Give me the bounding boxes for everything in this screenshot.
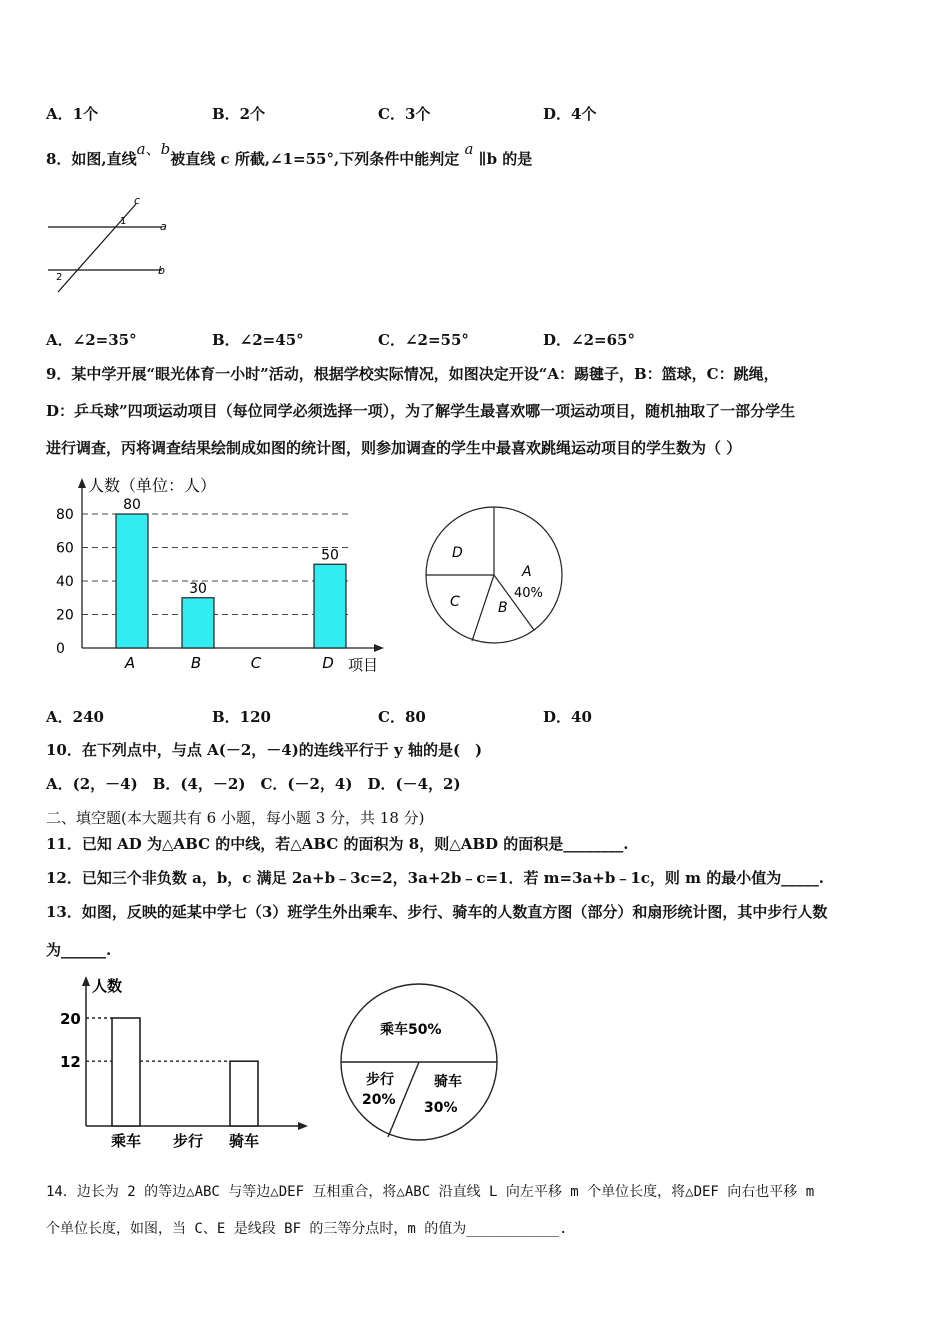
q13-bar-chart — [56, 974, 316, 1154]
section-2-heading: 二、填空题(本大题共有 6 小题，每小题 3 分，共 18 分) — [46, 809, 425, 827]
q9-bar-a — [116, 514, 148, 648]
q9-option-a[interactable]: A．240 — [46, 708, 104, 726]
q7-option-b[interactable]: B．2个 — [212, 105, 266, 123]
q9-pie-chart — [422, 502, 572, 652]
q8-option-b[interactable]: B．∠2=45° — [212, 331, 304, 349]
q8-question — [46, 140, 533, 169]
q9-pie-label-c: C — [450, 594, 460, 610]
q9-x-tick-label: B — [190, 654, 202, 672]
q9-bar-chart — [50, 472, 390, 677]
q13-bar — [112, 1018, 140, 1126]
q8-option-c[interactable]: C．∠2=55° — [378, 331, 469, 349]
q9-x-tick-label: D — [322, 654, 334, 672]
q8-figure — [44, 190, 179, 300]
q8-var-a: a — [136, 140, 146, 158]
q8-option-d[interactable]: D．∠2=65° — [543, 331, 635, 349]
q9-bar-value-label: 80 — [123, 497, 141, 513]
q10-options[interactable]: A．(2，－4) B．(4，－2) C．(－2，4) D．(－4，2) — [46, 775, 461, 793]
q10-question: 10．在下列点中，与点 A(－2，－4)的连线平行于 y 轴的是( ) — [46, 741, 483, 759]
q8-sep: 、 — [145, 140, 161, 158]
q12-question: 12．已知三个非负数 a，b，c 满足 2a+b﹣3c=2，3a+2b﹣c=1．若 m=3a+b﹣1c，则 m 的最小值为_____. — [46, 869, 824, 887]
q13-pie-label-2b: 20% — [362, 1092, 396, 1108]
q7-option-a[interactable]: A．1个 — [46, 105, 99, 123]
q13-bar — [230, 1061, 258, 1126]
q11-question: 11．已知 AD 为△ABC 的中线，若△ABC 的面积为 8，则△ABD 的面积是________. — [46, 835, 629, 853]
q8-mid: 被直线 c 所截,∠1=55°,下列条件中能判定 — [170, 150, 460, 168]
q9-y-axis-arrow — [78, 478, 86, 488]
q13-pie-label-3a: 骑车 — [434, 1074, 462, 1090]
q13-line-1: 13．如图，反映的延某中学七（3）班学生外出乘车、步行、骑车的人数直方图（部分）和扇形统计图，其中步行人数 — [46, 903, 828, 921]
q9-bar-b — [182, 598, 214, 648]
q13-y-axis-arrow — [82, 976, 90, 986]
q8-var-b: b — [160, 140, 171, 158]
q9-option-c[interactable]: C．80 — [378, 708, 426, 726]
q9-y-tick-label: 0 — [56, 641, 65, 657]
q9-pie-label-b: B — [498, 600, 508, 616]
q13-x-tick-label: 骑车 — [228, 1132, 260, 1150]
q9-line-1: 9．某中学开展“眼光体育一小时”活动，根据学校实际情况，如图决定开设“A：踢毽子，B：篮球，C：跳绳， — [46, 365, 779, 383]
q8-label-2: 2 — [56, 272, 63, 283]
q7-option-d[interactable]: D．4个 — [543, 105, 597, 123]
q8-option-a[interactable]: A．∠2=35° — [46, 331, 137, 349]
q9-option-b[interactable]: B．120 — [212, 708, 271, 726]
q13-x-tick-label: 乘车 — [110, 1132, 142, 1150]
q13-pie-chart — [336, 982, 506, 1144]
q8-label-b: b — [158, 264, 165, 277]
q13-pie-label-2a: 步行 — [366, 1072, 394, 1088]
q9-pie-label-a: A — [522, 564, 532, 580]
q9-x-tick-label: C — [250, 654, 262, 672]
q13-y-title: 人数 — [92, 977, 123, 995]
q9-pie-label-d: D — [452, 545, 463, 561]
q7-option-c[interactable]: C．3个 — [378, 105, 431, 123]
q8-label-1: 1 — [120, 216, 127, 227]
q9-y-tick-label: 40 — [56, 574, 74, 590]
q13-y-tick-label: 20 — [60, 1010, 81, 1028]
q13-pie-label-1: 乘车50% — [380, 1022, 442, 1038]
q9-line-3: 进行调查，丙将调查结果绘制成如图的统计图，则参加调查的学生中最喜欢跳绳运动项目的学生数为（ ） — [46, 439, 742, 457]
q9-x-tick-label: A — [124, 654, 136, 672]
q9-line-2: D：乒乓球”四项运动项目（每位同学必须选择一项），为了解学生最喜欢哪一项运动项目，随机抽取了一部分学生 — [46, 402, 796, 420]
q9-x-axis-arrow — [374, 644, 384, 652]
q9-chart-title: 人数（单位：人） — [88, 476, 217, 495]
q9-bar-value-label: 50 — [321, 547, 339, 564]
q8-label-c: c — [134, 194, 141, 207]
q8-pre: 8．如图,直线 — [46, 150, 137, 168]
q9-bar-d — [314, 564, 346, 648]
q14-line-1: 14．边长为 2 的等边△ABC 与等边△DEF 互相重合，将△ABC 沿直线 L 向左平移 m 个单位长度，将△DEF 向右也平移 m — [46, 1184, 815, 1200]
q13-x-axis-arrow — [298, 1122, 308, 1130]
q13-pie-label-3b: 30% — [424, 1100, 458, 1116]
q13-line-2: 为______. — [46, 941, 112, 959]
q8-label-a: a — [160, 220, 167, 233]
q9-x-title: 项目 — [348, 656, 379, 674]
q14-line-2: 个单位长度，如图，当 C、E 是线段 BF 的三等分点时，m 的值为___________. — [46, 1221, 568, 1237]
q8-var-a2: a — [464, 140, 474, 158]
q13-y-tick-label: 12 — [60, 1053, 81, 1072]
q9-y-tick-label: 80 — [56, 507, 74, 523]
q9-y-tick-label: 20 — [56, 607, 74, 624]
q9-pie-pct-a: 40% — [514, 586, 543, 601]
q13-x-tick-label: 步行 — [172, 1132, 204, 1150]
q9-option-d[interactable]: D．40 — [543, 708, 592, 726]
q9-y-tick-label: 60 — [56, 540, 74, 557]
q9-bar-value-label: 30 — [189, 580, 207, 597]
q8-post: ∥b 的是 — [478, 150, 533, 168]
